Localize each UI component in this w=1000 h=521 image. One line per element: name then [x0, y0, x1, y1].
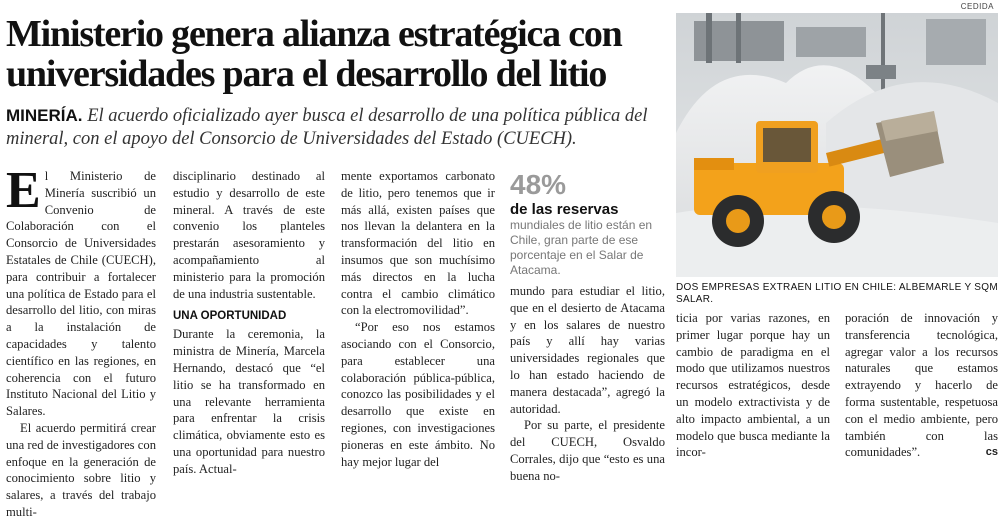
front-loader-icon [676, 13, 998, 277]
photo [676, 13, 998, 277]
headline [6, 14, 671, 94]
column-6 [845, 310, 998, 461]
photo-caption: DOS EMPRESAS EXTRAEN LITIO EN CHILE: ALBEMARLE Y SQM SALAR. [676, 282, 998, 305]
column-5 [676, 310, 830, 461]
pull-quote-bold: de las reservas [510, 201, 619, 218]
column-3 [341, 168, 495, 470]
body-paragraph: El Ministerio de Minería suscribió un Convenio de Colaboración con el Consorcio de Universidades Estatales de Chile (CUECH), para contribuir a fortalecer una política de Estado para el desarrollo del litio, con miras a la instalación de capacidades y talento científico en las regiones, en coherencia con el futuro Instituto Nacional del Litio y Salares. [6, 162, 156, 419]
subheading: UNA OPORTUNIDAD [173, 310, 287, 323]
pull-quote-value: 48% [510, 169, 567, 200]
drop-cap: E [6, 162, 41, 219]
column-4 [510, 283, 665, 485]
lead-paragraph [6, 104, 671, 151]
body-paragraph: mundo para estudiar el litio, que en el desierto de Atacama y en los salares de nuestro país y allí hay varias universidades regionales que lo han estado haciendo de manera destacada”, agregó la autoridad. [510, 284, 665, 416]
body-paragraph: Durante la ceremonia, la ministra de Minería, Marcela Hernando, destacó que “el litio se ha transformado en una relevante herramienta para enfrentar la crisis climática, obviamente esto es una oportunidad para nuestro país. Actual- [173, 327, 325, 476]
body-paragraph: ticia por varias razones, en primer lugar porque hay un cambio de paradigma en el modo que utilizamos nuestros recursos estratégicos, desde un modelo extractivista y de alto impacto ambiental, a un modelo que busca mediante la incor- [676, 311, 830, 460]
body-paragraph: “Por eso nos estamos asociando con el Consorcio, para establecer una colaboración pública-pública, conozco las posibilidades y el desarrollo que existe en regiones, con investigaciones pioneras en este ámbito. No hay mejor lugar del [341, 320, 495, 469]
lead-text: El acuerdo oficializado ayer busca el desarrollo de una política pública del mineral, con el apoyo del Consorcio de Universidades del Estado (CUECH). [6, 106, 648, 149]
pull-quote [510, 170, 670, 278]
headline-line-2: universidades para el desarrollo del litio [6, 53, 607, 95]
body-paragraph: disciplinario destinado al estudio y desarrollo de este mineral. A través de este convenio los planteles prestarán asesoramiento y acompañamiento al ministerio para la promoción de una industria sustentable. [173, 169, 325, 301]
kicker: MINERÍA. [6, 106, 83, 125]
column-1 [6, 162, 156, 521]
body-paragraph: poración de innovación y transferencia tecnológica, agregar valor a los recursos naturales que estamos extrayendo y hacerlo de forma sustentable, respetuosa con el medio ambiente, pero también con las comunidades”. cs [845, 311, 998, 460]
headline-line-1: Ministerio genera alianza estratégica con [6, 13, 622, 55]
end-mark: cs [985, 446, 998, 459]
pull-quote-text: de las reservas mundiales de litio están en Chile, gran parte de ese porcentaje en el Salar de Atacama. [510, 201, 653, 277]
body-paragraph: El acuerdo permitirá crear una red de investigadores con enfoque en la generación de conocimiento sobre litio y salares, a través del trabajo multi- [6, 420, 156, 519]
body-paragraph: mente exportamos carbonato de litio, pero tenemos que ir más allá, existen países que nos llevan la delantera en la transformación del litio en insumos que son muchísimo más directos en la lucha contra el cambio climático con la electromovilidad”. [341, 169, 495, 318]
column-2 [173, 168, 325, 478]
body-paragraph: Por su parte, el presidente del CUECH, Osvaldo Corrales, dijo que “esto es una buena no- [510, 418, 665, 483]
photo-credit: CEDIDA [960, 2, 994, 11]
